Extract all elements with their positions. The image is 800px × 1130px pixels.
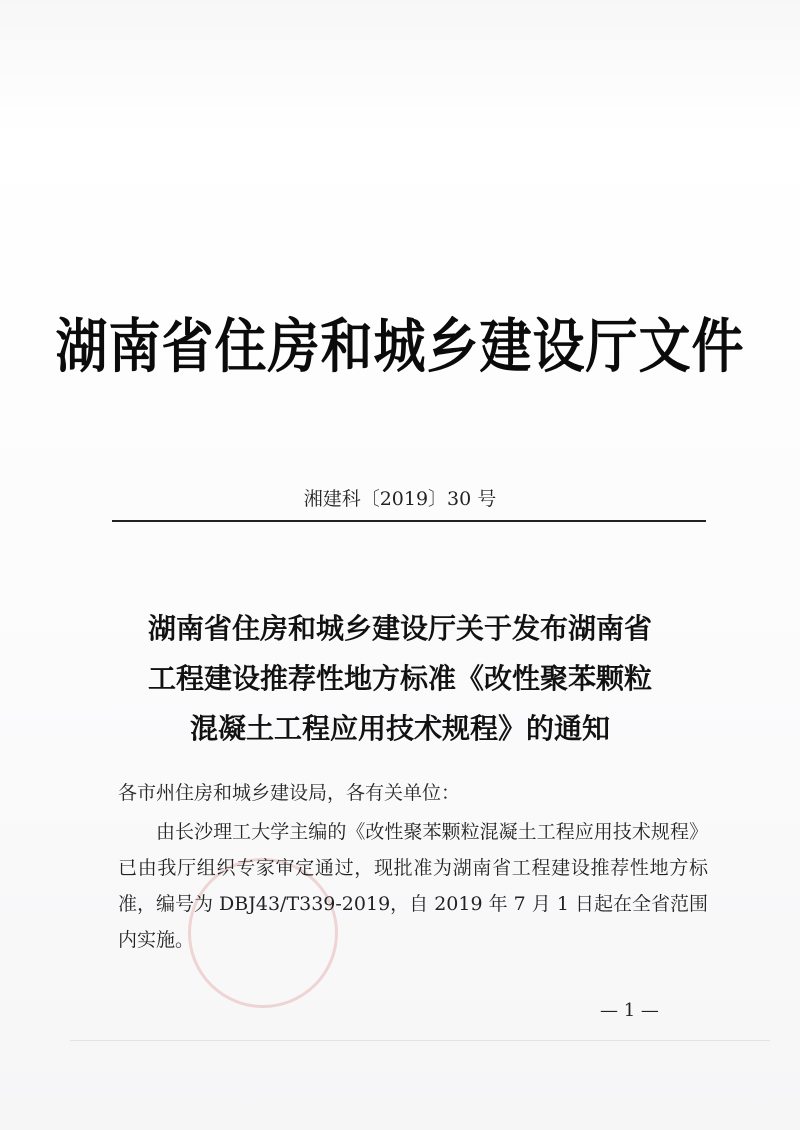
body-paragraph: 由长沙理工大学主编的《改性聚苯颗粒混凝土工程应用技术规程》已由我厅组织专家审定通过，现批准为湖南省工程建设推荐性地方标准，编号为 DBJ43/T339-2019，自 2019 年 7 月 1 日起在全省范围内实施。 xyxy=(118,821,708,951)
document-title: 湖南省住房和城乡建设厅文件 xyxy=(55,314,745,382)
page-edge-shadow xyxy=(70,1040,770,1041)
notice-title-line-1: 湖南省住房和城乡建设厅关于发布湖南省 xyxy=(147,612,652,645)
page-number: — 1 — xyxy=(600,1000,659,1021)
header-divider xyxy=(112,520,706,522)
document-number: 湘建科〔2019〕30 号 xyxy=(303,488,497,510)
notice-title-line-3: 混凝土工程应用技术规程》的通知 xyxy=(189,712,610,745)
notice-title-line-2: 工程建设推荐性地方标准《改性聚苯颗粒 xyxy=(147,662,652,695)
salutation: 各市州住房和城乡建设局，各有关单位： xyxy=(118,782,461,804)
notice-title xyxy=(0,604,800,754)
